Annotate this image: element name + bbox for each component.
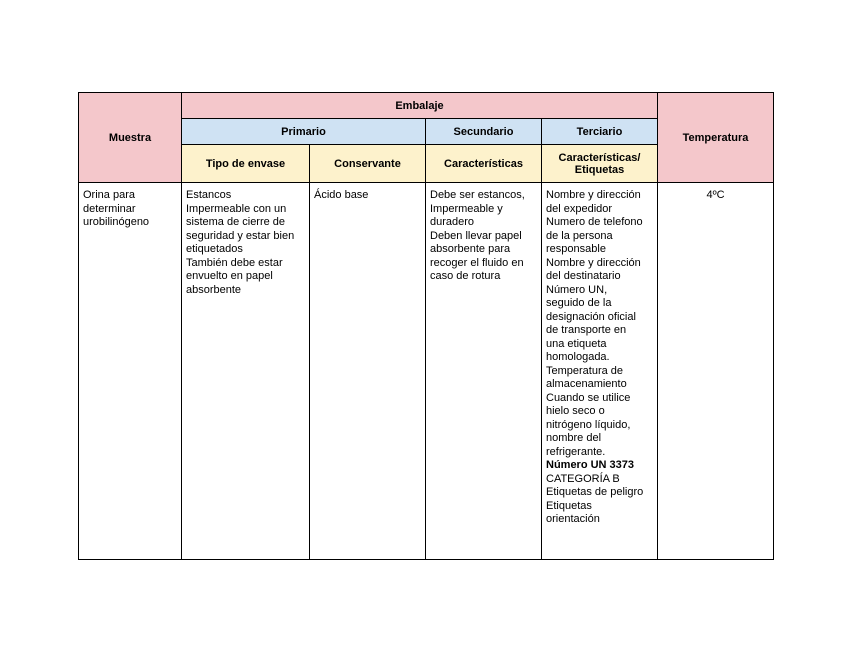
text-line: Número UN, — [546, 283, 608, 296]
text-line: una etiqueta — [546, 337, 607, 350]
text-line: orientación — [546, 513, 600, 525]
terciario-un-number: Número UN 3373 — [546, 459, 635, 471]
text-line: Impermeable y — [430, 202, 503, 215]
text-line: seguido de la — [546, 297, 612, 309]
header-primario: Primario — [182, 119, 426, 145]
cell-temperatura: 4ºC — [658, 183, 774, 560]
header-tipo-envase: Tipo de envase — [182, 145, 310, 183]
text-line: etiquetados — [186, 243, 243, 255]
text-line: absorbente — [186, 283, 242, 296]
text-line: duradero — [430, 216, 475, 228]
cell-secundario — [426, 183, 542, 560]
text-line: de la persona — [546, 229, 613, 242]
header-embalaje: Embalaje — [182, 93, 658, 119]
header-caracteristicas: Características — [426, 145, 542, 183]
text-line: urobilinógeno — [83, 216, 150, 228]
header-caracteristicas-etiquetas-line: Etiquetas — [574, 163, 625, 176]
text-line: Deben llevar papel — [430, 229, 522, 242]
text-line: Nombre y dirección — [546, 189, 641, 201]
header-conservante: Conservante — [310, 145, 426, 183]
terciario-lines — [546, 189, 653, 459]
text-line: caso de rotura — [430, 270, 501, 282]
text-line: nitrógeno líquido, — [546, 418, 631, 431]
header-caracteristicas-etiquetas-line: Características/ — [558, 151, 641, 164]
header-caracteristicas-etiquetas — [542, 145, 658, 183]
text-line: Numero de telefono — [546, 216, 643, 228]
text-line: Etiquetas de peligro — [546, 486, 644, 498]
text-line: seguridad y estar bien — [186, 229, 295, 242]
cell-conservante: Ácido base — [310, 183, 426, 560]
embalaje-table — [78, 92, 774, 560]
text-line: Orina para — [83, 189, 135, 201]
text-line: del destinatario — [546, 270, 621, 282]
text-line: CATEGORÍA B — [546, 472, 620, 485]
text-line: Impermeable con un — [186, 202, 287, 215]
text-line: envuelto en papel — [186, 270, 273, 282]
text-line: También debe estar — [186, 256, 283, 269]
cell-terciario — [542, 183, 658, 560]
text-line: determinar — [83, 202, 136, 215]
cell-muestra — [79, 183, 182, 560]
header-terciario: Terciario — [542, 119, 658, 145]
text-line: designación oficial — [546, 310, 636, 323]
text-line: del expedidor — [546, 202, 613, 215]
text-line: sistema de cierre de — [186, 216, 286, 228]
header-muestra: Muestra — [79, 93, 182, 183]
text-line: Temperatura de — [546, 364, 624, 377]
text-line: recoger el fluido en — [430, 256, 524, 269]
text-line: Debe ser estancos, — [430, 189, 525, 201]
terciario-after-lines — [546, 473, 653, 527]
text-line: homologada. — [546, 351, 610, 363]
text-line: responsable — [546, 243, 606, 255]
text-line: absorbente para — [430, 243, 511, 255]
cell-tipo-envase — [182, 183, 310, 560]
text-line: Cuando se utilice — [546, 391, 631, 404]
text-line: refrigerante. — [546, 445, 606, 458]
header-secundario: Secundario — [426, 119, 542, 145]
text-line: Nombre y dirección — [546, 256, 641, 269]
text-line: almacenamiento — [546, 378, 627, 390]
text-line: Etiquetas — [546, 499, 592, 512]
text-line: nombre del — [546, 432, 602, 444]
text-line: de transporte en — [546, 324, 627, 336]
text-line: hielo seco o — [546, 405, 605, 417]
header-temperatura: Temperatura — [658, 93, 774, 183]
text-line: Estancos — [186, 189, 232, 201]
